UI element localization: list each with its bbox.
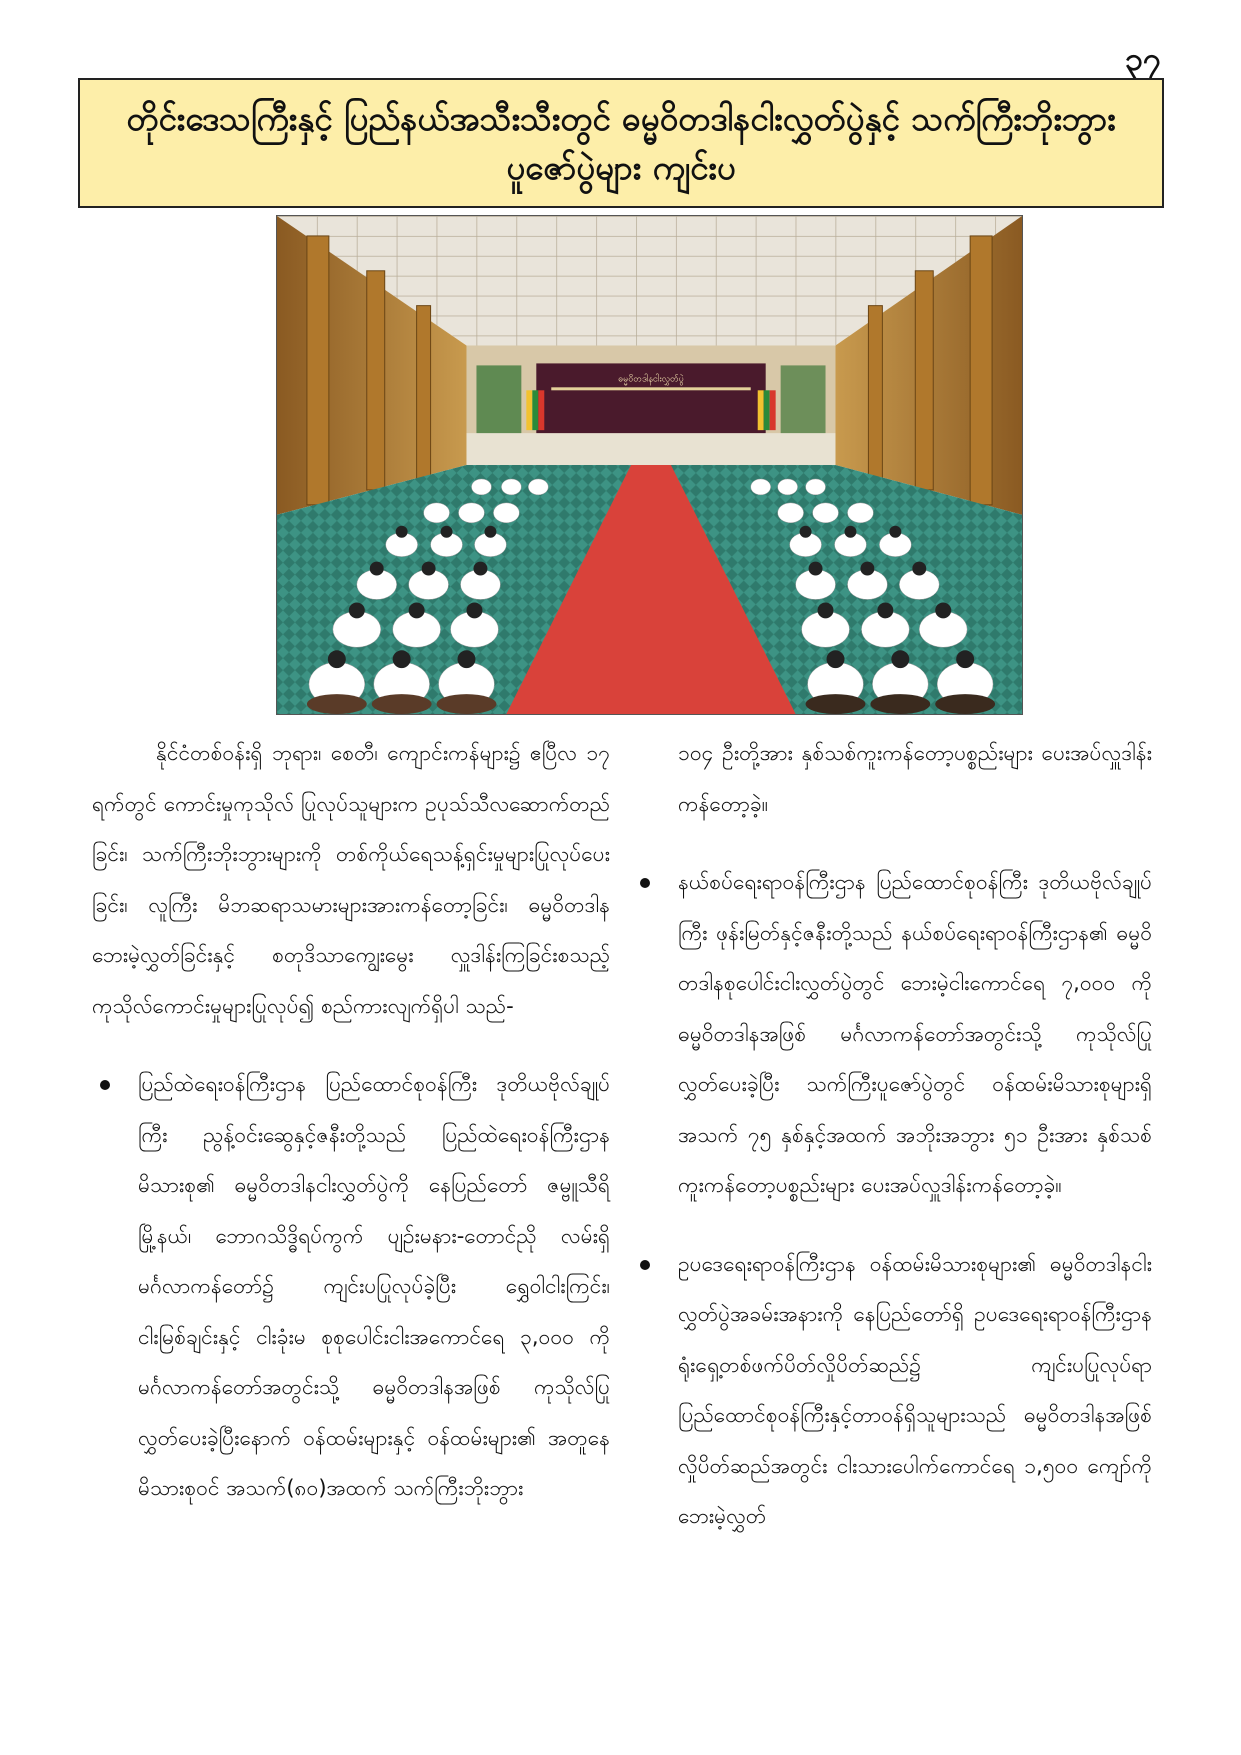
ceremony-photo	[276, 215, 1023, 715]
list-item	[92, 1059, 610, 1514]
bullet-text: နယ်စပ်ရေးရာဝန်ကြီးဌာန ပြည်ထောင်စုဝန်ကြီး ဒုတိယဗိုလ်ချုပ်ကြီး ဖုန်းမြတ်နှင့်ဇနီးတို့သည် နယ်စပ်ရေးရာဝန်ကြီးဌာန၏ ဓမ္မဝိတဒါနစုပေါင်းငါးလွှတ်ပွဲတွင် ဘေးမဲ့ငါးကောင်ရေ ၇,၀၀၀ ကို ဓမ္မဝိတဒါနအဖြစ် မင်္ဂလာကန်တော်အတွင်းသို့ ကုသိုလ်ပြုလွှတ်ပေးခဲ့ပြီး သက်ကြီးပူဇော်ပွဲတွင် ဝန်ထမ်းမိသားစုများရှိ အသက် ၇၅ နှစ်နှင့်အထက် အဘိုးအဘွား ၅၁ ဦးအား နှစ်သစ်ကူးကန်တော့ပစ္စည်းများ ပေးအပ်လှူဒါန်းကန်တော့ခဲ့။	[678, 870, 1152, 1197]
bullet-text: ဥပဒေရေးရာဝန်ကြီးဌာန ဝန်ထမ်းမိသားစုများ၏ ဓမ္မဝိတဒါနငါးလွှတ်ပွဲအခမ်းအနားကို နေပြည်တော်ရှိ ဥပဒေရေးရာဝန်ကြီးဌာန ရုံးရှေ့တစ်ဖက်ပိတ်လှိုပိတ်ဆည်၌ ကျင်းပပြုလုပ်ရာ ပြည်ထောင်စုဝန်ကြီးနှင့်တာဝန်ရှိသူများသည် ဓမ္မဝိတဒါနအဖြစ် လှိုပိတ်ဆည်အတွင်း ငါးသားပေါက်ကောင်ရေ ၁,၅၀၀ ကျော်ကို ဘေးမဲ့လွှတ်	[678, 1251, 1152, 1528]
stage-banner-text: ဓမ္မဝိတဒါနငါးလွှတ်ပွဲ	[618, 374, 684, 385]
bullet-list-right-2	[632, 1239, 1152, 1542]
article-title: တိုင်းဒေသကြီးနှင့် ပြည်နယ်အသီးသီးတွင် ဓမ္မဝိတဒါနငါးလွှတ်ပွဲနှင့် သက်ကြီးဘိုးဘွားပူဇော်ပွဲများ ကျင်းပ	[126, 98, 1116, 187]
bullet-list-left	[92, 1059, 610, 1514]
right-column	[632, 728, 1152, 1542]
bullet-icon	[640, 1260, 650, 1270]
intro-paragraph: နိုင်ငံတစ်ဝန်းရှိ ဘုရား၊ စေတီ၊ ကျောင်းကန်များ၌ ဧပြီလ ၁၇ ရက်တွင် ကောင်းမှုကုသိုလ် ပြုလုပ်သူများက ဥပုသ်သီလဆောက်တည်ခြင်း၊ သက်ကြီးဘိုးဘွားများကို တစ်ကိုယ်ရေသန့်ရှင်းမှုများပြုလုပ်ပေးခြင်း၊ လူကြီး မိဘဆရာသမားများအားကန်တော့ခြင်း၊ ဓမ္မဝိတဒါနဘေးမဲ့လွှတ်ခြင်းနှင့် စတုဒိသာကျွေးမွေး လှူဒါန်းကြခြင်းစသည့် ကုသိုလ်ကောင်းမှုများပြုလုပ်၍ စည်ကားလျက်ရှိပါ သည်-	[92, 741, 610, 1018]
page-number: ၃၇	[1125, 40, 1161, 78]
article-title-box	[78, 78, 1164, 208]
bullet-list-right	[632, 857, 1152, 1211]
ceremony-photo-illustration	[277, 216, 1022, 714]
bullet-icon	[100, 1080, 110, 1090]
list-item	[632, 1239, 1152, 1542]
bullet-icon	[640, 878, 650, 888]
left-column	[92, 728, 610, 1514]
list-item	[632, 857, 1152, 1211]
bullet-text: ပြည်ထဲရေးဝန်ကြီးဌာန ပြည်ထောင်စုဝန်ကြီး ဒုတိယဗိုလ်ချုပ်ကြီး ညွန့်ဝင်းဆွေနှင့်ဇနီးတို့သည် ပြည်ထဲရေးဝန်ကြီးဌာနမိသားစု၏ ဓမ္မဝိတဒါနငါးလွှတ်ပွဲကို နေပြည်တော် ဇမ္ဗူသီရိမြို့နယ်၊ ဘောဂသိဒ္ဓိရပ်ကွက် ပျဉ်းမနား-တောင်ညို လမ်းရှိ မင်္ဂလာကန်တော်၌ ကျင်းပပြုလုပ်ခဲ့ပြီး ရွှေဝါငါးကြင်း၊ ငါးမြစ်ချင်းနှင့် ငါးခုံးမ စုစုပေါင်းငါးအကောင်ရေ ၃,၀၀၀ ကို မင်္ဂလာကန်တော်အတွင်းသို့ ဓမ္မဝိတဒါနအဖြစ် ကုသိုလ်ပြုလွှတ်ပေးခဲ့ပြီးနောက် ဝန်ထမ်းများနှင့် ဝန်ထမ်းများ၏ အတူနေမိသားစုဝင် အသက်(၈၀)အထက် သက်ကြီးဘိုးဘွား	[138, 1072, 610, 1500]
continuation-paragraph: ၁၀၄ ဦးတို့အား နှစ်သစ်ကူးကန်တော့ပစ္စည်းများ ပေးအပ်လှူဒါန်းကန်တော့ခဲ့။	[678, 741, 1152, 816]
